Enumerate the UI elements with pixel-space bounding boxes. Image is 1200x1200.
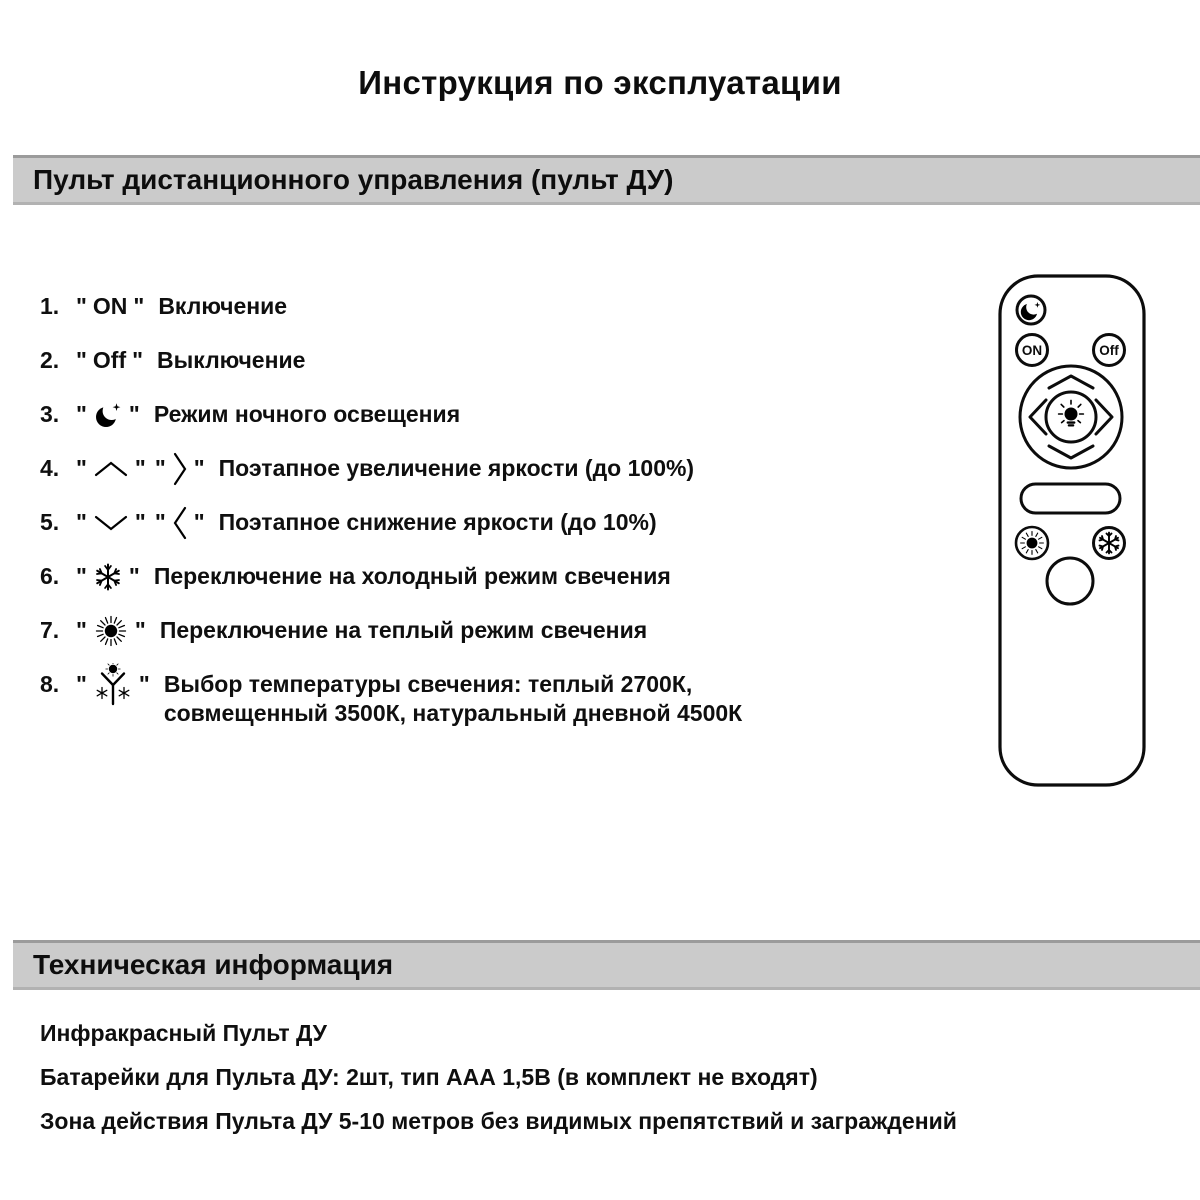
item-description: Переключение на теплый режим свечения <box>159 617 648 643</box>
list-item <box>40 670 742 728</box>
quote-mark: " <box>128 401 140 427</box>
quote-mark: " <box>134 617 146 643</box>
item-number: 5. <box>40 509 60 535</box>
item-number: 6. <box>40 563 60 589</box>
symbol-group <box>155 505 205 541</box>
night-mode-button <box>1017 296 1045 324</box>
item-symbols <box>76 670 150 699</box>
instruction-list <box>40 292 742 728</box>
symbol-group <box>76 454 146 483</box>
symbol-group <box>76 613 146 649</box>
item-number: 1. <box>40 293 60 319</box>
quote-mark: " <box>76 671 87 697</box>
temperature-select-icon <box>93 663 133 707</box>
item-description: Выбор температуры свечения: теплый 2700К, совмещенный 3500К, натуральный дневной 4500К <box>163 671 743 726</box>
list-item <box>40 346 742 375</box>
snowflake-icon <box>93 562 123 592</box>
quote-mark: " <box>134 455 146 481</box>
list-item <box>40 616 742 645</box>
chevron-down-icon <box>93 513 129 533</box>
sun-icon <box>93 613 129 649</box>
list-item <box>40 292 742 321</box>
item-description: Переключение на холодный режим свечения <box>153 563 671 589</box>
item-number: 8. <box>40 671 60 697</box>
symbol-group <box>155 451 205 487</box>
quote-mark: " <box>193 509 205 535</box>
item-number: 4. <box>40 455 60 481</box>
item-symbols <box>76 508 205 537</box>
cold-mode-button <box>1094 528 1125 559</box>
item-symbols <box>76 400 140 429</box>
symbol-group <box>76 663 150 707</box>
tech-line: Инфракрасный Пульт ДУ <box>40 1020 327 1046</box>
tech-info-block <box>40 1019 957 1135</box>
section-heading-tech <box>13 940 1200 990</box>
chevron-up-icon <box>93 459 129 479</box>
moon-icon <box>93 400 123 430</box>
item-symbols <box>76 616 146 645</box>
symbol-group <box>76 562 140 592</box>
symbol-label: ON <box>92 293 128 319</box>
quote-mark: " <box>193 455 205 481</box>
section-heading-tech-label: Техническая информация <box>33 949 394 980</box>
list-item <box>40 562 742 591</box>
quote-mark: " <box>76 563 87 589</box>
wide-button <box>1021 484 1120 513</box>
item-symbols <box>76 292 144 321</box>
symbol-group <box>76 400 140 430</box>
quote-mark: " <box>76 617 87 643</box>
warm-mode-button <box>1016 527 1048 559</box>
section-heading-remote-label: Пульт дистанционного управления (пульт ДУ) <box>33 164 674 195</box>
list-item <box>40 454 742 483</box>
item-number: 7. <box>40 617 60 643</box>
page-title: Инструкция по эксплуатации <box>358 64 842 101</box>
item-description: Выключение <box>157 347 306 373</box>
quote-mark: " <box>133 293 145 319</box>
quote-mark: " <box>76 455 87 481</box>
on-button <box>1017 335 1048 366</box>
quote-mark: " <box>154 455 166 481</box>
quote-mark: " <box>76 293 87 319</box>
symbol-group <box>76 508 146 537</box>
item-description: Включение <box>158 293 288 319</box>
symbol-label: Off <box>92 347 127 373</box>
item-symbols <box>76 562 140 591</box>
quote-mark: " <box>76 509 87 535</box>
item-symbols <box>76 454 205 483</box>
item-number: 3. <box>40 401 60 427</box>
quote-mark: " <box>154 509 166 535</box>
remote-control-figure <box>998 274 1146 788</box>
item-number: 2. <box>40 347 60 373</box>
list-item <box>40 400 742 429</box>
section-heading-remote <box>13 155 1200 205</box>
off-button-label: Off <box>1099 343 1119 358</box>
angle-right-icon <box>172 451 188 487</box>
quote-mark: " <box>76 347 87 373</box>
angle-left-icon <box>172 505 188 541</box>
tech-line: Зона действия Пульта ДУ 5-10 метров без видимых препятствий и заграждений <box>40 1108 957 1134</box>
off-button <box>1094 335 1125 366</box>
on-button-label: ON <box>1021 343 1043 358</box>
symbol-group <box>76 346 143 375</box>
list-item <box>40 508 742 537</box>
brightness-dpad <box>1020 366 1122 468</box>
item-symbols <box>76 346 143 375</box>
item-description: Поэтапное увеличение яркости (до 100%) <box>218 455 695 481</box>
quote-mark: " <box>132 347 144 373</box>
quote-mark: " <box>128 563 140 589</box>
quote-mark: " <box>134 509 146 535</box>
tech-line: Батарейки для Пульта ДУ: 2шт, тип ААА 1,5В (в комплект не входят) <box>40 1064 818 1090</box>
quote-mark: " <box>138 671 150 697</box>
temperature-select-button <box>1047 558 1093 604</box>
item-description: Поэтапное снижение яркости (до 10%) <box>218 509 657 535</box>
quote-mark: " <box>76 401 87 427</box>
symbol-group <box>76 292 144 321</box>
item-description: Режим ночного освещения <box>153 401 461 427</box>
